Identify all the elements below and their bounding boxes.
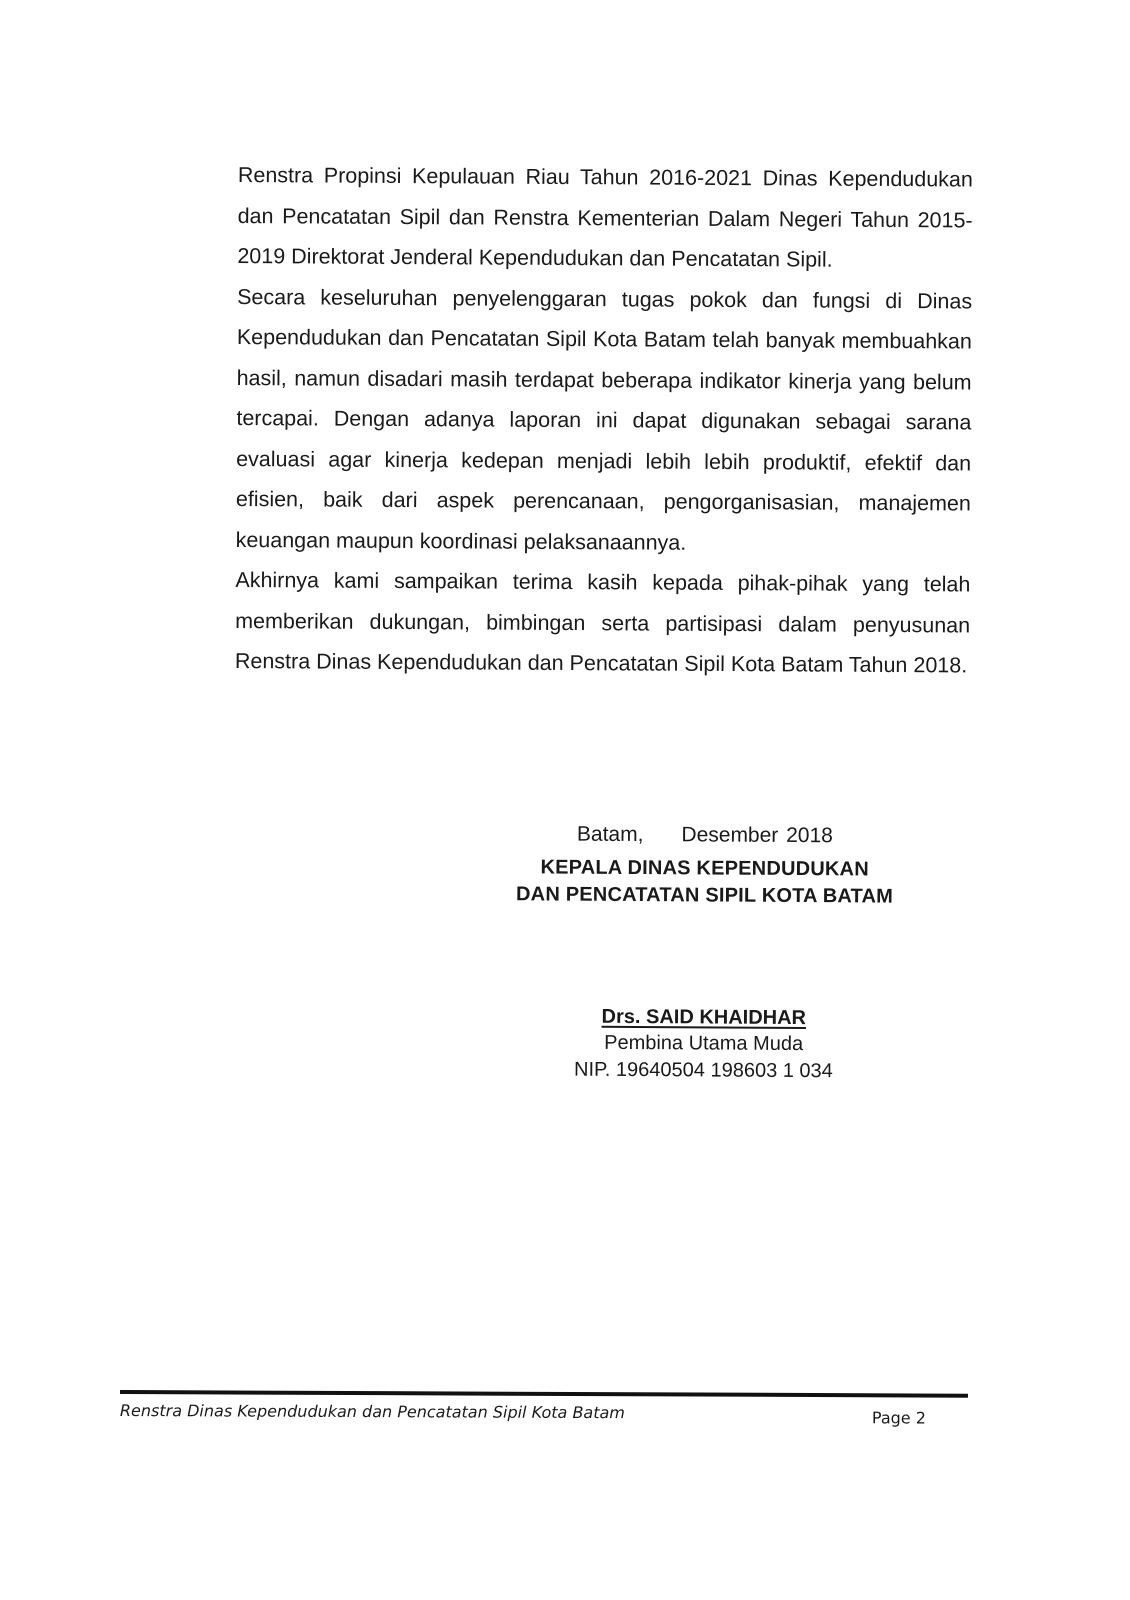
footer-divider [120, 1390, 968, 1398]
body-text [235, 155, 973, 686]
paragraph-renstra-reference: Renstra Propinsi Kepulauan Riau Tahun 2016-2021 Dinas Kependudukan dan Pencatatan Sipil dan Renstra Kementerian Dalam Negeri Tahun 2015-2019 Direktorat Jenderal Kependudukan dan Pencatatan Sipil. [237, 162, 973, 272]
signature-place: Batam, [576, 822, 644, 847]
paragraph-evaluation: Secara keseluruhan penyelenggaran tugas pokok dan fungsi di Dinas Kependudukan dan Pencatatan Sipil Kota Batam telah banyak membuahkan hasil, namun disadari masih terdapat beberapa indikator kinerja yang belum tercapai. Dengan adanya laporan ini dapat digunakan sebagai sarana evaluasi agar kinerja kedepan menjadi lebih lebih produktif, efektif dan efisien, baik dari aspek perencanaan, pengorganisasian, manajemen keuangan maupun koordinasi pelaksanaannya. [235, 284, 973, 555]
signature-date-line [470, 820, 940, 851]
signature-title-line-1: KEPALA DINAS KEPENDUDUKAN [540, 856, 869, 881]
signatory-nip: NIP. 19640504 198603 1 034 [574, 1058, 833, 1083]
paragraph-acknowledgement: Akhirnya kami sampaikan terima kasih kepada pihak-pihak yang telah memberikan dukungan, bimbingan serta partisipasi dalam penyusunan Renstra Dinas Kependudukan dan Pencatatan Sipil Kota Batam Tahun 2018. [234, 567, 971, 678]
signature-date: Desember 2018 [681, 823, 833, 848]
signatory-rank: Pembina Utama Muda [604, 1031, 804, 1056]
signature-block [468, 820, 940, 1086]
page-footer [119, 1400, 926, 1428]
signatory-name: Drs. SAID KHAIDHAR [601, 1005, 807, 1030]
footer-document-title: Renstra Dinas Kependudukan dan Pencatatan Sipil Kota Batam [119, 1401, 625, 1423]
signature-title-line-2: DAN PENCATATAN SIPIL KOTA BATAM [516, 883, 894, 908]
footer-page-number: Page 2 [871, 1408, 926, 1428]
